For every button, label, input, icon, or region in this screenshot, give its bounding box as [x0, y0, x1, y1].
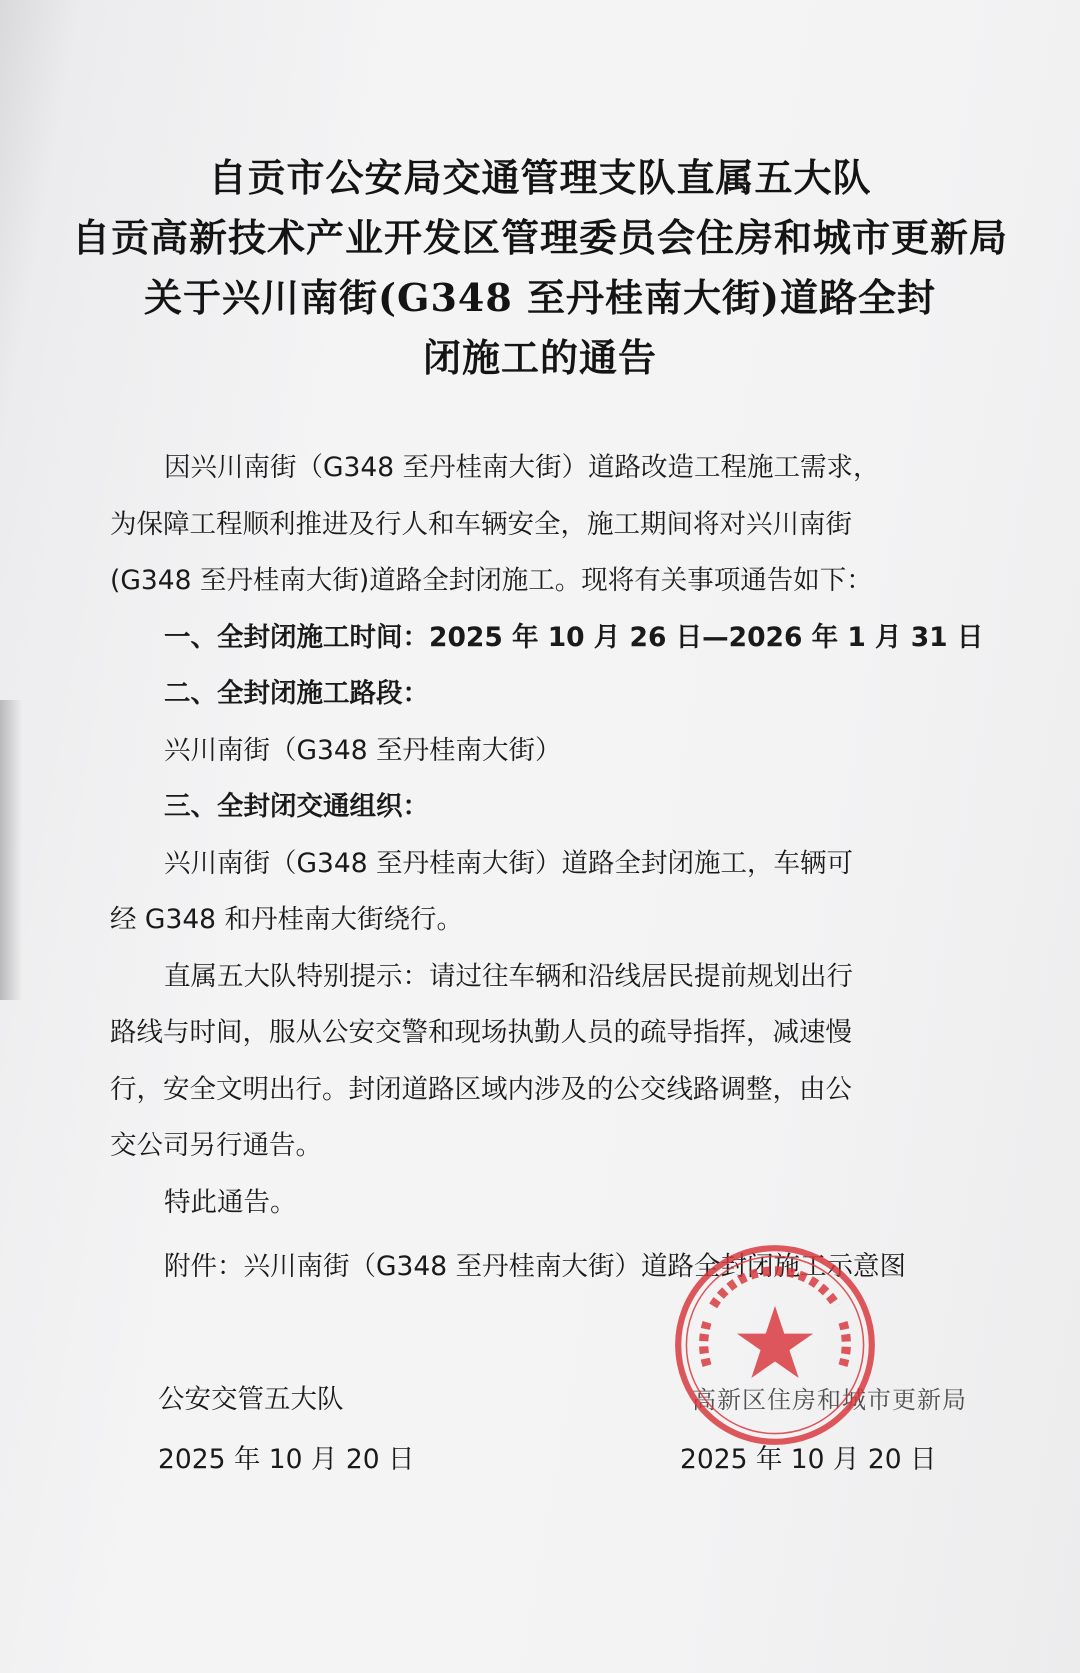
tip-line-2: 路线与时间，服从公安交警和现场执勤人员的疏导指挥，减速慢 — [110, 1017, 852, 1048]
title-line-3: 关于兴川南街(G348 至丹桂南大街)道路全封 — [144, 275, 936, 320]
tip-line-3: 行，安全文明出行。封闭道路区域内涉及的公交线路调整，由公 — [110, 1073, 852, 1105]
seal-arc-lettering-left — [704, 1322, 707, 1365]
tip-line-1: 直属五大队特别提示：请过往车辆和沿线居民提前规划出行 — [164, 960, 853, 992]
item-2-heading: 二、全封闭施工路段： — [164, 678, 429, 709]
notice-title — [0, 148, 1080, 388]
attachment-text: 附件：兴川南街（G348 至丹桂南大街）道路全封闭施工示意图 — [164, 1251, 907, 1282]
closing-text: 特此通告。 — [164, 1186, 297, 1218]
notice-body — [110, 440, 984, 1296]
paper-edge-shadow — [0, 700, 22, 1000]
item-3-line-1: 兴川南街（G348 至丹桂南大街）道路全封闭施工，车辆可 — [164, 847, 854, 879]
signature-right-org: 高新区住房和城市更新局 — [692, 1386, 967, 1414]
seal-arc-lettering-right — [843, 1322, 846, 1365]
signature-left — [158, 1370, 415, 1490]
title-line-2: 自贡高新技术产业开发区管理委员会住房和城市更新局 — [71, 215, 1008, 260]
item-3-line-2: 经 G348 和丹桂南大街绕行。 — [110, 904, 463, 935]
item-3-heading: 三、全封闭交通组织： — [164, 791, 429, 822]
signature-right-date: 2025 年 10 月 20 日 — [680, 1444, 937, 1475]
tip-line-4: 交公司另行通告。 — [110, 1130, 322, 1161]
title-line-1: 自贡市公安局交通管理支队直属五大队 — [208, 155, 872, 200]
seal-arc-lettering — [713, 1271, 837, 1306]
intro-line-1: 因兴川南街（G348 至丹桂南大街）道路改造工程施工需求， — [164, 452, 880, 483]
signature-left-date: 2025 年 10 月 20 日 — [158, 1444, 415, 1475]
intro-line-3: (G348 至丹桂南大街)道路全封闭施工。现将有关事项通告如下： — [110, 565, 873, 596]
item-1-construction-time: 一、全封闭施工时间：2025 年 10 月 26 日—2026 年 1 月 31 日 — [164, 621, 984, 653]
title-line-4: 闭施工的通告 — [422, 335, 657, 380]
official-seal-icon — [672, 1242, 878, 1448]
seal-star-icon — [737, 1306, 813, 1378]
intro-line-2: 为保障工程顺利推进及行人和车辆安全，施工期间将对兴川南街 — [110, 508, 852, 540]
signature-left-org: 公安交管五大队 — [158, 1384, 344, 1415]
item-2-road-section: 兴川南街（G348 至丹桂南大街） — [164, 734, 562, 766]
